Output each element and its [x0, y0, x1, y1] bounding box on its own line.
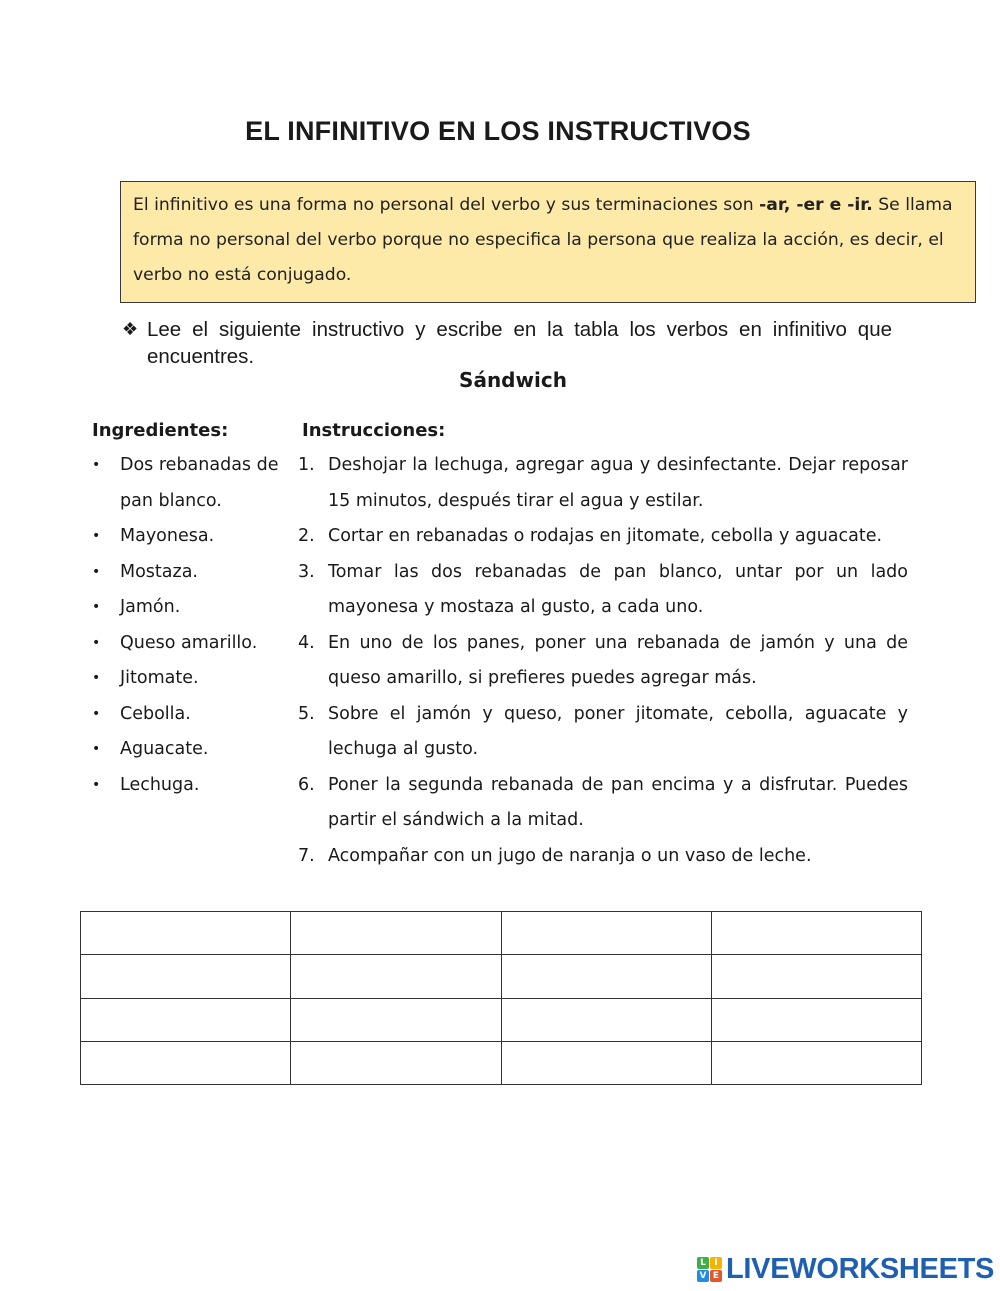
step-number: 5. — [298, 703, 315, 724]
instruction-step — [298, 448, 908, 519]
answer-cell[interactable] — [711, 955, 921, 998]
ingredient-item — [90, 697, 290, 733]
step-number: 7. — [298, 845, 315, 866]
bullet-icon: • — [92, 634, 101, 651]
answer-cell[interactable] — [291, 912, 501, 955]
bullet-icon: • — [92, 599, 101, 615]
step-number: 2. — [298, 526, 315, 546]
answer-cell[interactable] — [711, 1041, 921, 1084]
answer-row — [81, 912, 922, 955]
bullet-icon: • — [92, 705, 101, 722]
bullet-icon: • — [92, 457, 101, 473]
ingredient-item — [90, 555, 290, 591]
logo-mark-tile: V — [697, 1270, 709, 1282]
ingredient-text: Mostaza. — [120, 561, 198, 582]
ingredient-text: Jitomate. — [120, 668, 199, 688]
ingredient-text: Dos rebanadas de pan blanco. — [120, 455, 279, 511]
instruction-step — [298, 555, 908, 626]
answer-cell[interactable] — [291, 1041, 501, 1084]
ingredient-text: Lechuga. — [120, 774, 200, 795]
ingredient-text: Jamón. — [120, 597, 181, 617]
logo-mark-icon — [697, 1257, 722, 1282]
answer-cell[interactable] — [81, 998, 291, 1041]
step-text: Poner la segunda rebanada de pan encima y a disfrutar. Puedes partir el sándwich a la mitad. — [328, 774, 908, 830]
ingredient-item — [90, 661, 290, 697]
step-text: Acompañar con un jugo de naranja o un vaso de leche. — [328, 845, 812, 866]
bullet-icon: • — [92, 528, 101, 544]
ingredient-text: Aguacate. — [120, 739, 209, 759]
answer-cell[interactable] — [81, 955, 291, 998]
bullet-icon: • — [92, 741, 101, 757]
page-title: EL INFINITIVO EN LOS INSTRUCTIVOS — [245, 116, 751, 146]
step-text: En uno de los panes, poner una rebanada de jamón y una de queso amarillo, si prefieres puedes agregar más. — [328, 632, 908, 688]
instruction-step — [298, 839, 908, 875]
definition-text-2: Se llama forma no personal del verbo porque no especifica la persona que realiza la acción, es decir, el verbo no está conjugado. — [133, 195, 953, 285]
answer-cell[interactable] — [81, 1041, 291, 1084]
answer-cell[interactable] — [501, 912, 711, 955]
instructions-list — [298, 448, 908, 874]
step-text: Sobre el jamón y queso, poner jitomate, cebolla, aguacate y lechuga al gusto. — [328, 703, 908, 759]
step-number: 4. — [298, 632, 315, 653]
step-text: Deshojar la lechuga, agregar agua y desinfectante. Dejar reposar 15 minutos, después tirar el agua y estilar. — [328, 455, 908, 511]
ingredient-item — [90, 626, 290, 662]
answer-row — [81, 955, 922, 998]
ingredient-text: Cebolla. — [120, 703, 191, 724]
step-text: Cortar en rebanadas o rodajas en jitomate, cebolla y aguacate. — [328, 526, 883, 546]
definition-box — [120, 181, 976, 303]
instruction-step — [298, 519, 908, 555]
logo-text: LIVEWORKSHEETS — [726, 1252, 995, 1285]
ingredients-heading: Ingredientes: — [92, 420, 229, 441]
instructions-heading: Instrucciones: — [302, 420, 446, 441]
step-number: 6. — [298, 774, 315, 795]
instruction-step — [298, 697, 908, 768]
ingredient-text: Queso amarillo. — [120, 632, 258, 653]
logo-mark-tile: I — [710, 1257, 722, 1269]
answer-cell[interactable] — [711, 998, 921, 1041]
logo-mark-tile: L — [697, 1257, 709, 1269]
instruction-step — [298, 768, 908, 839]
recipe-title: Sándwich — [459, 368, 567, 392]
instruction-text: Lee el siguiente instructivo y escribe en la tabla los verbos en infinitivo que encuentres. — [147, 318, 892, 368]
step-number: 1. — [298, 455, 315, 475]
answer-row — [81, 1041, 922, 1084]
answer-row — [81, 998, 922, 1041]
answer-cell[interactable] — [501, 955, 711, 998]
step-text: Tomar las dos rebanadas de pan blanco, untar por un lado mayonesa y mostaza al gusto, a cada uno. — [328, 561, 908, 617]
answer-cell[interactable] — [501, 1041, 711, 1084]
logo-mark-tile: E — [710, 1270, 722, 1282]
ingredient-item — [90, 519, 290, 555]
definition-endings: -ar, -er e -ir. — [759, 195, 873, 215]
liveworksheets-logo — [697, 1252, 994, 1286]
task-instruction — [122, 316, 892, 370]
answer-cell[interactable] — [81, 912, 291, 955]
ingredient-item — [90, 732, 290, 768]
bullet-icon: • — [92, 563, 101, 580]
answer-cell[interactable] — [501, 998, 711, 1041]
instruction-step — [298, 626, 908, 697]
ingredient-text: Mayonesa. — [120, 526, 215, 546]
answer-cell[interactable] — [711, 912, 921, 955]
step-number: 3. — [298, 561, 315, 582]
ingredient-item — [90, 590, 290, 626]
ingredients-list — [90, 448, 290, 803]
diamond-bullet-icon: ❖ — [122, 319, 139, 339]
ingredient-item — [90, 768, 290, 804]
answer-cell[interactable] — [291, 955, 501, 998]
answer-cell[interactable] — [291, 998, 501, 1041]
definition-text-1: El infinitivo es una forma no personal del verbo y sus terminaciones son — [133, 195, 760, 215]
answer-table — [80, 911, 922, 1085]
bullet-icon: • — [92, 670, 101, 686]
bullet-icon: • — [92, 776, 101, 793]
ingredient-item — [90, 448, 290, 519]
